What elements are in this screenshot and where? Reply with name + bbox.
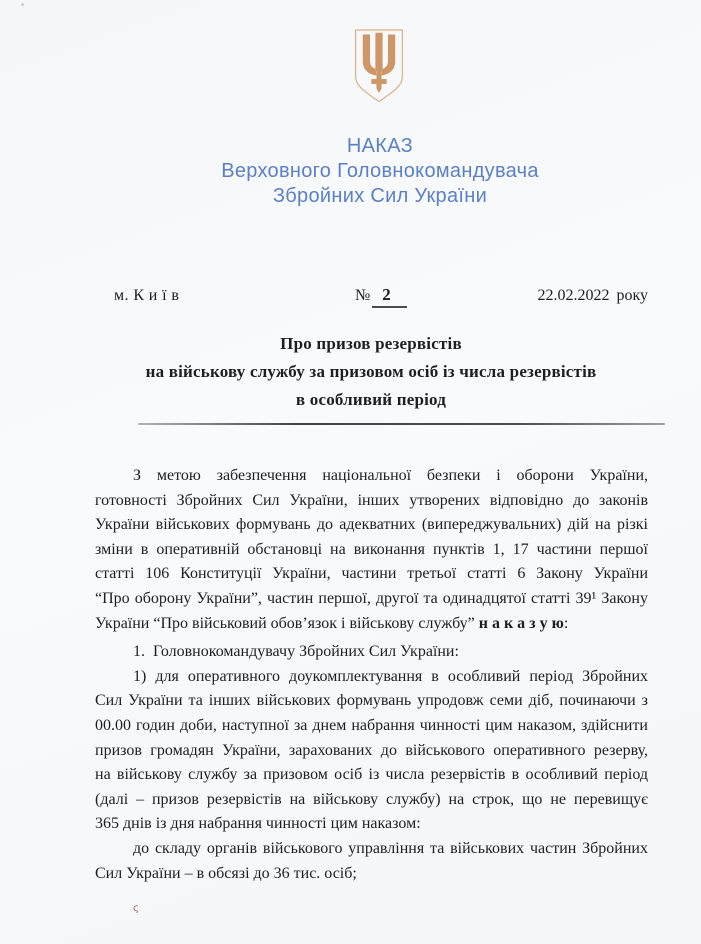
text-line: статті 106 Конституції України, частини третьої статті 6 Закону України: [95, 565, 648, 583]
text-line: 00.00 годин доби, наступної за днем набрання чинності цим наказом, здійснити: [95, 716, 648, 734]
text-line: “Про оборону України”, частин першої, другої та одинадцятої статті 39¹ Закону: [95, 589, 648, 607]
order-date-suffix: року: [616, 287, 648, 304]
text-line: Сил України та інших військових формувань упродовж семи діб, починаючи з: [95, 692, 648, 710]
order-paragraph-preamble: [95, 464, 648, 636]
text-line: (далі – призов резервістів на військову службу) на строк, що не перевищує: [95, 790, 648, 808]
order-date: 22.02.2022: [537, 287, 610, 304]
number-sign: №: [355, 287, 371, 304]
text-line: зміни в оперативній обстановці на виконання пунктів 1, 17 частини першої: [95, 540, 648, 558]
text-line: 365 днів із дня набрання чинності цим наказом:: [95, 815, 421, 833]
title-line: Про призов резервістів: [280, 334, 462, 353]
order-place: м. К и ї в: [114, 287, 180, 304]
text-line: З метою забезпечення національної безпеки і оборони України,: [133, 467, 648, 484]
text-line: готовності Збройних Сил України, інших утворених відповідно до законів: [95, 491, 648, 509]
order-subject-title: [80, 330, 662, 414]
scan-artifact: ϛ: [132, 902, 140, 915]
text-line: 1) для оперативного доукомплектування в особливий період Збройних: [133, 667, 648, 685]
order-type-heading: [100, 134, 660, 209]
order-type-line: Збройних Сил України: [272, 185, 488, 207]
order-paragraph-subitem-1: [95, 665, 648, 837]
text-line: Сил України – в обсязі до 36 тис. осіб;: [95, 864, 357, 882]
order-number-value: 2: [372, 285, 407, 308]
ukraine-trident-emblem-icon: [352, 27, 406, 105]
scan-speck: [21, 3, 24, 6]
text-line: призов громадян України, зарахованих до військового оперативного резерву,: [95, 741, 648, 759]
order-type-line: НАКАЗ: [346, 135, 414, 157]
text-line: [95, 612, 648, 637]
title-line: в особливий період: [295, 390, 447, 409]
title-line: на військову службу за призовом осіб із числа резервістів: [145, 362, 597, 381]
order-number-group: [355, 285, 407, 308]
text-line: України військових формувань до адекватних (випереджувальних) дій на різкі: [95, 516, 648, 534]
order-type-line: Верховного Головнокомандувача: [221, 160, 539, 182]
order-paragraph-quota: [95, 837, 648, 886]
text-segment: України “Про військовий обов’язок і військову службу”: [95, 614, 479, 632]
order-paragraph-item-1: [95, 640, 648, 665]
text-segment: :: [563, 614, 569, 632]
order-body: [95, 464, 648, 886]
order-verb-emphasis: н а к а з у ю: [478, 614, 564, 632]
text-line: до складу органів військового управління та військових частин Збройних: [133, 839, 648, 857]
text-line: на військову службу за призовом осіб із числа резервістів в особливий період: [95, 766, 648, 784]
order-date-group: [537, 287, 648, 305]
text-line: 1. Головнокомандувачу Збройних Сил України:: [133, 643, 459, 661]
title-underline: [138, 423, 665, 425]
